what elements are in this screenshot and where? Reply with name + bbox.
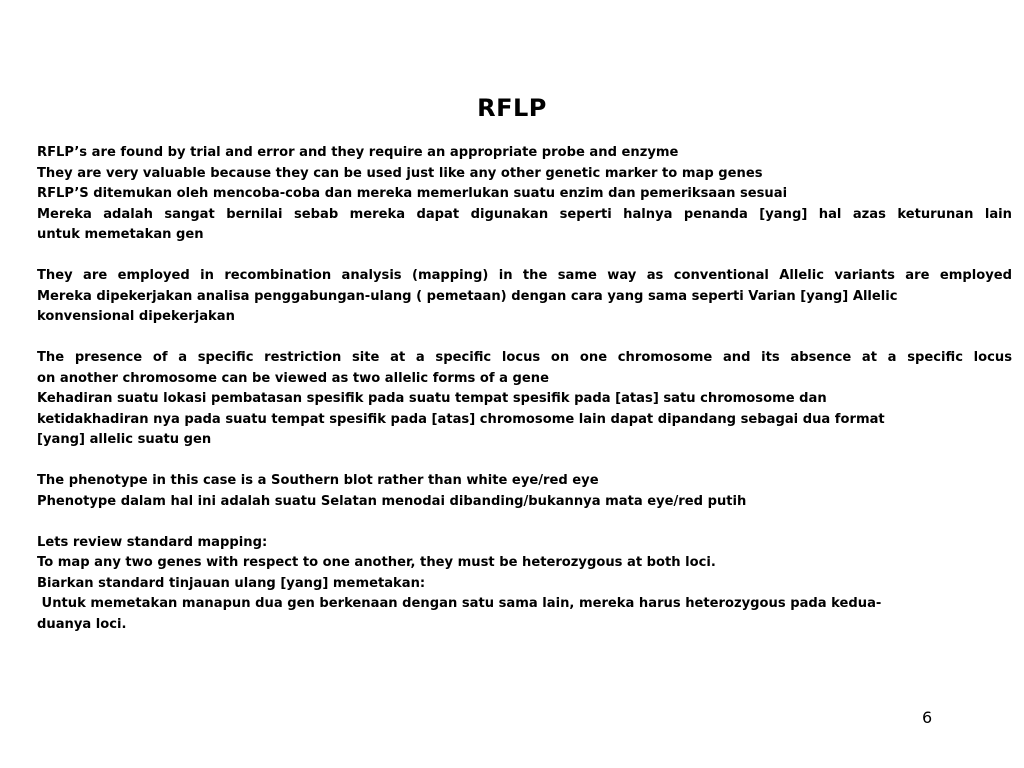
text-line: Phenotype dalam hal ini adalah suatu Selatan menodai dibanding/bukannya mata eye/red putih xyxy=(37,493,747,509)
text-line: [yang] allelic suatu gen xyxy=(37,432,212,447)
text-line: They are employed in recombination analysis (mapping) in the same way as conventional Allelic variants are employed xyxy=(37,268,1012,283)
text-line: The presence of a specific restriction site at a specific locus on one chromosome and its absence at a specific locus xyxy=(37,350,1012,365)
text-line: duanya loci. xyxy=(37,616,127,632)
page-number: 6 xyxy=(922,708,933,727)
paragraph-gap xyxy=(37,512,1012,533)
slide-body xyxy=(37,143,1012,635)
text-line: They are very valuable because they can be used just like any other genetic marker to map genes xyxy=(37,165,763,181)
text-line: konvensional dipekerjakan xyxy=(37,309,235,324)
text-line: untuk memetakan gen xyxy=(37,227,204,242)
text-line: on another chromosome can be viewed as two allelic forms of a gene xyxy=(37,370,549,386)
text-line: ketidakhadiran nya pada suatu tempat spesifik pada [atas] chromosome lain dapat dipandang sebagai dua format xyxy=(37,411,885,427)
text-line: Mereka dipekerjakan analisa penggabungan-ulang ( pemetaan) dengan cara yang sama seperti Varian [yang] Allelic xyxy=(37,288,898,304)
text-line: Untuk memetakan manapun dua gen berkenaan dengan satu sama lain, mereka harus heterozygous pada kedua- xyxy=(37,596,882,611)
text-line: Kehadiran suatu lokasi pembatasan spesifik pada suatu tempat spesifik pada [atas] satu chromosome dan xyxy=(37,391,827,406)
paragraph-gap xyxy=(37,246,1012,267)
text-line: RFLP’S ditemukan oleh mencoba-coba dan mereka memerlukan suatu enzim dan pemeriksaan sesuai xyxy=(37,186,788,201)
text-line: Biarkan standard tinjauan ulang [yang] memetakan: xyxy=(37,575,426,591)
text-line: Lets review standard mapping: xyxy=(37,534,268,550)
paragraph-gap xyxy=(37,451,1012,472)
text-line: Mereka adalah sangat bernilai sebab mereka dapat digunakan seperti halnya penanda [yang] hal azas keturunan lain xyxy=(37,206,1012,222)
text-line: The phenotype in this case is a Southern blot rather than white eye/red eye xyxy=(37,473,599,488)
slide-title: RFLP xyxy=(477,94,547,122)
text-line: RFLP’s are found by trial and error and they require an appropriate probe and enzyme xyxy=(37,145,679,160)
text-line: To map any two genes with respect to one another, they must be heterozygous at both loci. xyxy=(37,555,716,570)
paragraph-gap xyxy=(37,328,1012,349)
